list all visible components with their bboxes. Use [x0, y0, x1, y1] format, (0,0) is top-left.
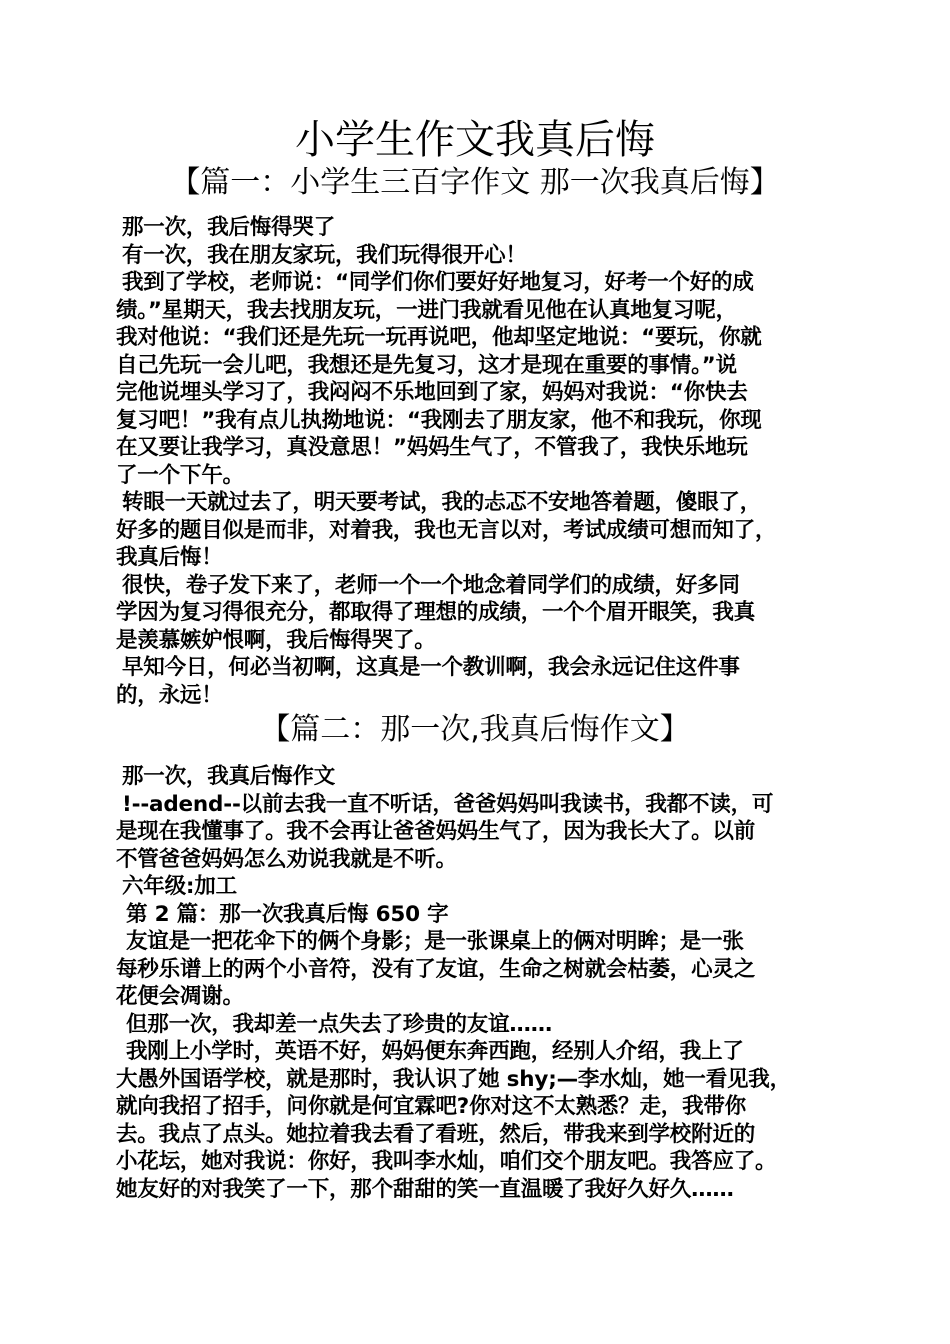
body-line: 花便会凋谢。	[116, 984, 244, 1009]
section-2-heading: 【篇二：那一次,我真后悔作文】	[260, 712, 690, 747]
body-line: 第 2 篇：那一次我真后悔 650 字	[126, 901, 449, 927]
body-line: 好多的题目似是而非，对着我，我也无言以对，考试成绩可想而知了，	[116, 517, 777, 543]
body-line: 是现在我懂事了。我不会再让爸爸妈妈生气了，因为我长大了。以前	[116, 819, 756, 844]
body-line: 转眼一天就过去了，明天要考试，我的忐忑不安地答着题，傻眼了，	[122, 490, 762, 515]
body-line: 那一次，我后悔得哭了	[122, 215, 336, 240]
body-line: 小花坛，她对我说：你好，我叫李水灿，咱们交个朋友吧。我答应了。	[116, 1149, 777, 1174]
body-line: 是羡慕嫉妒恨啊，我后悔得哭了。	[116, 627, 436, 653]
body-line: 的，永远！	[116, 682, 223, 708]
body-line: 就向我招了招手，问你就是何宜霖吧?你对这不太熟悉？走，我带你	[116, 1094, 746, 1119]
body-line: 了一个下午。	[116, 462, 244, 488]
section-2-body	[116, 763, 851, 1203]
body-line: 我到了学校，老师说：“同学们你们要好好地复习，好考一个好的成	[122, 270, 754, 295]
body-line: !--adend--以前去我一直不听话，爸爸妈妈叫我读书，我都不读，可	[122, 791, 774, 817]
section-1-body	[116, 214, 851, 709]
body-line: 我真后悔！	[116, 545, 223, 570]
body-line: 在又要让我学习，真没意思！”妈妈生气了，不管我了，我快乐地玩	[116, 435, 748, 460]
section-1-heading: 【篇一：小学生三百字作文 那一次我真后悔】	[170, 165, 780, 200]
body-line: 六年级:加工	[122, 874, 237, 899]
body-line: 不管爸爸妈妈怎么劝说我就是不听。	[116, 846, 457, 872]
body-line: 友谊是一把花伞下的俩个身影；是一张课桌上的俩对明眸；是一张	[126, 929, 744, 954]
body-line: 自己先玩一会儿吧，我想还是先复习，这才是现在重要的事情。”说	[116, 352, 737, 378]
body-line: 学因为复习得很充分，都取得了理想的成绩，一个个眉开眼笑，我真	[116, 600, 756, 625]
body-line: 去。我点了点头。她拉着我去看了看班，然后，带我来到学校附近的	[116, 1121, 756, 1147]
document-title: 小学生作文我真后悔	[295, 117, 655, 163]
body-line: 我刚上小学时，英语不好，妈妈便东奔西跑，经别人介绍，我上了	[126, 1039, 744, 1064]
body-line: 那一次，我真后悔作文	[122, 764, 336, 789]
body-line: 完他说埋头学习了，我闷闷不乐地回到了家，妈妈对我说：“你快去	[116, 380, 748, 405]
body-line: 复习吧！”我有点儿执拗地说：“我刚去了朋友家，他不和我玩，你现	[116, 407, 762, 433]
body-line: 但那一次，我却差一点失去了珍贵的友谊……	[126, 1011, 553, 1037]
body-line: 早知今日，何必当初啊，这真是一个教训啊，我会永远记住这件事	[122, 655, 740, 680]
body-line: 她友好的对我笑了一下，那个甜甜的笑一直温暖了我好久好久……	[116, 1176, 734, 1202]
body-line: 很快，卷子发下来了，老师一个一个地念着同学们的成绩，好多同	[122, 572, 740, 598]
body-line: 绩。”星期天，我去找朋友玩，一进门我就看见他在认真地复习呢，	[116, 297, 737, 323]
body-line: 有一次，我在朋友家玩，我们玩得很开心！	[122, 242, 527, 268]
body-line: 每秒乐谱上的两个小音符，没有了友谊，生命之树就会枯萎，心灵之	[116, 956, 756, 982]
body-line: 我对他说：“我们还是先玩一玩再说吧，他却坚定地说：“要玩，你就	[116, 325, 762, 350]
body-line: 大愚外国语学校，就是那时，我认识了她 shy;—李水灿，她一看见我，	[116, 1066, 791, 1092]
